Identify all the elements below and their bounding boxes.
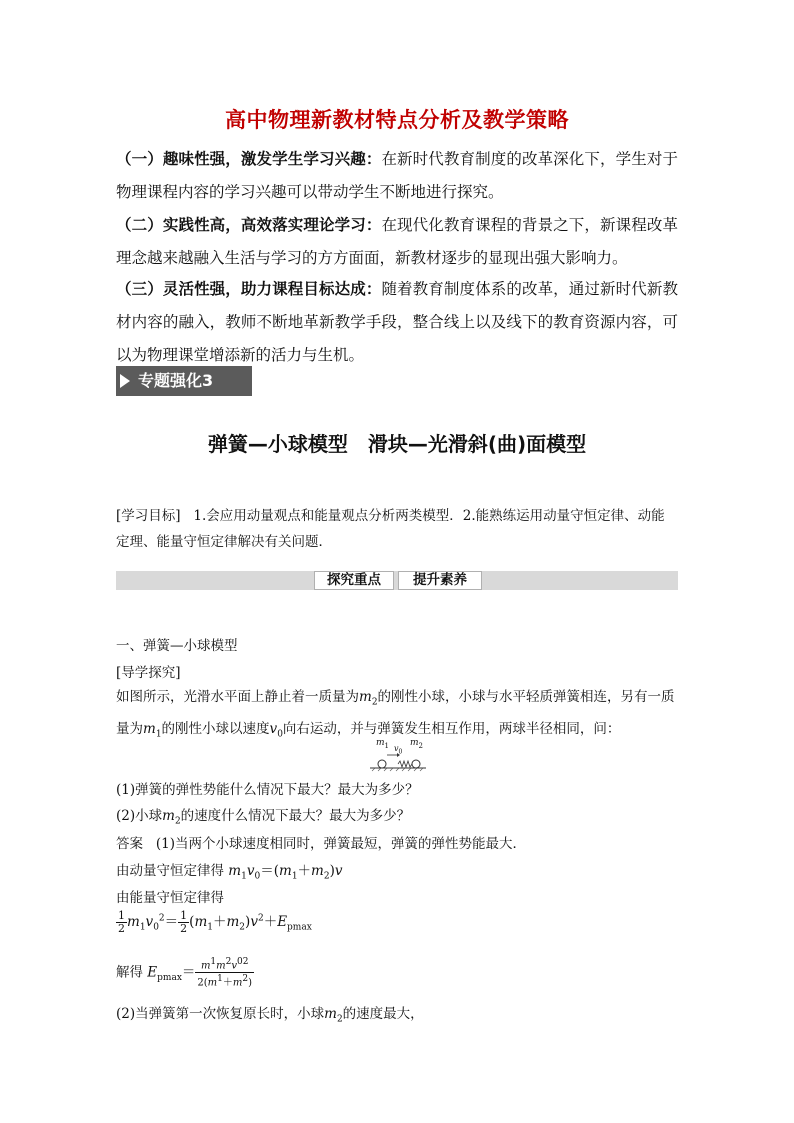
intro-text-1: 在新时代教育制度的改革深化下，学生对于物理课程内容的学习兴趣可以带动学生不断地进行探究。 — [116, 150, 678, 201]
solve-label: 解得 — [116, 964, 143, 981]
spring-ball-figure — [370, 738, 426, 772]
section-subtitle: 弹簧—小球模型 滑块—光滑斜(曲)面模型 — [207, 432, 587, 456]
question-2-text-b: 的速度什么情况下最大？最大为多少？ — [180, 808, 411, 824]
learning-goals-label: [学习目标] — [116, 508, 181, 524]
solution-fraction: $\frac{m^1m^2v^{02}}{2(m^1+m^2)}$ — [197, 957, 253, 989]
problem-text-d: 向右运动，并与弹簧发生相互作用，两球半径相同，问： — [282, 720, 621, 737]
question-2-m-subscript: 2 — [174, 816, 181, 827]
question-2-text-a: (2)小球 — [116, 808, 163, 824]
figure-v0-subscript: 0 — [398, 748, 403, 756]
page-title: 高中物理新教材特点分析及教学策略 — [225, 108, 569, 132]
guide-label: [导学探究] — [116, 665, 181, 681]
mass-m1-symbol: m — [143, 720, 156, 737]
answer-part-2-m-subscript: 2 — [336, 1014, 343, 1025]
problem-text-b: 的刚性小球，小球与水平轻质弹簧相连，另有一质量为 — [116, 689, 675, 737]
momentum-equation-line — [116, 859, 343, 882]
energy-equation: $\frac{1}{2}$ $m_1v_0^2=$ $\frac{1}{2}$ $(m_1+m_2)v^2+E_{pmax}$ — [118, 909, 312, 935]
answer-part-2-text-b: 的速度最大， — [342, 1006, 424, 1022]
figure-m1-subscript: 1 — [384, 741, 390, 750]
answer-part-2-text-a: (2)当弹簧第一次恢复原长时，小球 — [116, 1006, 325, 1022]
intro-text-3: 随着教育制度体系的改革，通过新时代新教材内容的融入，教师不断地革新教学手段，整合线上以及线下的教育资源内容，可以为物理课堂增添新的活力与生机。 — [116, 280, 678, 364]
section-bar — [116, 571, 678, 590]
mass-m2-subscript: 2 — [371, 697, 378, 708]
mass-m2-symbol: m — [359, 689, 372, 705]
velocity-v0-symbol: v — [269, 720, 278, 737]
learning-goals — [116, 503, 678, 555]
energy-fraction-right: $\frac{1}{2}$ — [180, 909, 188, 935]
play-arrow-icon — [120, 374, 130, 388]
bar-label-focus: 探究重点 — [314, 571, 394, 590]
figure-m2-label — [410, 738, 423, 750]
answer-line-1 — [116, 832, 526, 852]
energy-fraction-left: $\frac{1}{2}$ — [118, 909, 125, 935]
energy-label: 由能量守恒定律得 — [116, 890, 224, 906]
ball-m1 — [378, 760, 386, 768]
intro-paragraph-1 — [116, 143, 678, 209]
answer-part-1: (1)当两个小球速度相同时，弹簧最短，弹簧的弹性势能最大． — [155, 836, 526, 852]
figure-m2-symbol: m — [410, 738, 419, 748]
topic-banner-label: 专题强化3 — [138, 371, 214, 390]
ball-m2 — [412, 760, 420, 768]
figure-m1-symbol: m — [376, 738, 385, 748]
figure-m1-label — [376, 738, 389, 750]
momentum-equation: $m_1v_0=(m_1+m_2)v$ — [228, 863, 343, 882]
topic-banner — [116, 366, 252, 396]
answer-part-2-m-symbol: m — [324, 1006, 337, 1022]
mass-m1-subscript: 1 — [155, 729, 162, 740]
figure-v0-label — [394, 744, 402, 756]
problem-text-a: 如图所示，光滑水平面上静止着一质量为 — [116, 689, 359, 705]
question-2 — [116, 804, 410, 827]
velocity-v0-subscript: 0 — [277, 729, 283, 740]
intro-lead-3: （三）灵活性强，助力课程目标达成： — [116, 280, 382, 298]
figure-v0-symbol: v — [394, 744, 399, 753]
intro-paragraph-2 — [116, 209, 678, 275]
intro-lead-2: （二）实践性高，高效落实理论学习： — [116, 216, 382, 234]
problem-text-c: 的刚性小球以速度 — [161, 720, 270, 737]
intro-lead-1: （一）趣味性强，激发学生学习兴趣： — [116, 150, 382, 168]
question-1: (1)弹簧的弹性势能什么情况下最大？最大为多少？ — [116, 782, 419, 798]
answer-part-2 — [116, 1002, 424, 1025]
intro-text-2: 在现代化教育课程的背景之下，新课程改革理念越来越融入生活与学习的方方面面，新教材逐步的显现出强大影响力。 — [116, 216, 678, 267]
solution-equation: 解得 $E_{pmax}=$ $\frac{m^1m^2v^{02}}{2(m^1+m^2)}$ — [116, 957, 253, 989]
bar-label-improve: 提升素养 — [398, 571, 482, 590]
figure-m2-subscript: 2 — [418, 741, 424, 750]
section-heading: 一、弹簧—小球模型 — [116, 638, 238, 654]
question-2-m-symbol: m — [162, 808, 175, 824]
intro-paragraph-3 — [116, 273, 678, 372]
learning-goals-text: 1.会应用动量观点和能量观点分析两类模型．2.能熟练运用动量守恒定律、动能定理、能量守恒定律解决有关问题． — [116, 508, 665, 550]
momentum-label: 由动量守恒定律得 — [116, 863, 224, 879]
answer-label: 答案 — [116, 836, 143, 852]
spring — [398, 761, 412, 767]
